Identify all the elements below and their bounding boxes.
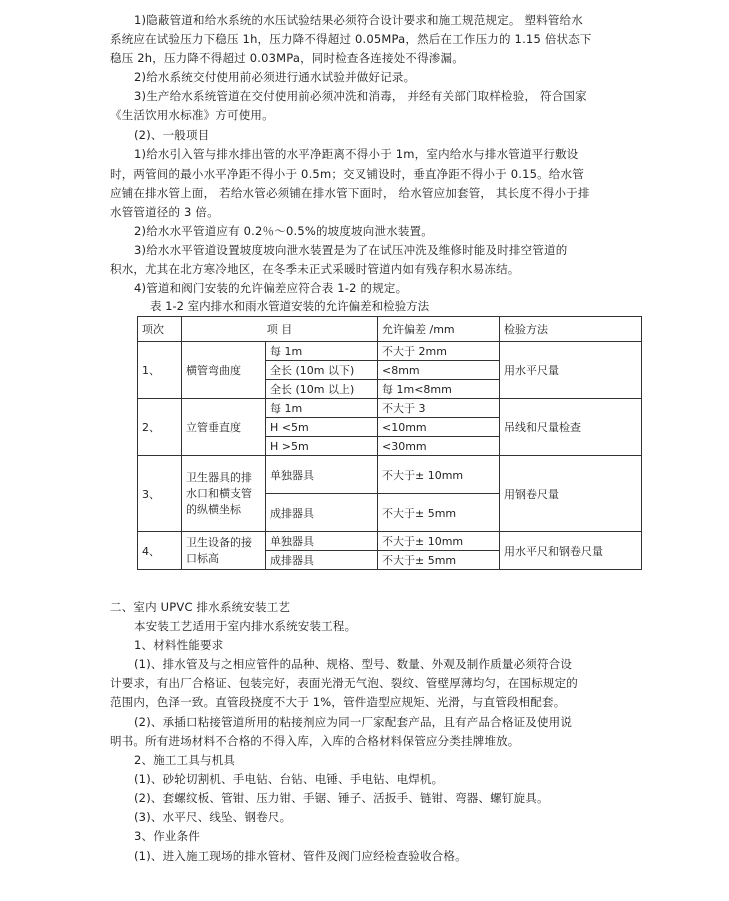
table-header-row	[138, 317, 642, 342]
paragraph-line: 积水，尤其在北方寒冷地区，在冬季未正式采暖时管道内如有残存积水易冻结。	[110, 262, 520, 276]
table-cell: 不大于 2mm	[378, 342, 500, 361]
table-cell: 成排器具	[266, 551, 378, 570]
paragraph-line: 1)给水引入管与排水排出管的水平净距离不得小于 1m，室内给水与排水管道平行敷设	[134, 147, 579, 161]
table-cell: 横管弯曲度	[182, 342, 266, 399]
table-cell: 吊线和尺量检查	[500, 399, 642, 456]
table-cell: <8mm	[378, 361, 500, 380]
table-cell: 立管垂直度	[182, 399, 266, 456]
table-cell: H <5m	[266, 418, 378, 437]
table-cell: H >5m	[266, 437, 378, 456]
paragraph-line: 水管管道径的 3 倍。	[110, 205, 219, 219]
header-cell: 项次	[138, 317, 182, 342]
paragraph-line: 4)管道和阀门安装的允许偏差应符合表 1-2 的规定。	[134, 281, 408, 295]
paragraph-line: (1)、进入施工现场的排水管材、管件及阀门应经检查验收合格。	[134, 849, 467, 863]
header-cell: 允许偏差 /mm	[378, 317, 500, 342]
paragraph-line: (2)、套螺纹板、管钳、压力钳、手锯、锤子、活扳手、链钳、弯器、螺钉旋具。	[134, 791, 549, 805]
paragraph-line: 本安装工艺适用于室内排水系统安装工程。	[134, 619, 357, 633]
paragraph-line: 2)给水系统交付使用前必须进行通水试验并做好记录。	[134, 70, 416, 84]
paragraph-line: 计要求，有出厂合格证、包装完好，表面光滑无气泡、裂纹、管壁厚薄均匀，在国标规定的	[110, 676, 578, 690]
paragraph-line: (3)、水平尺、线坠、钢卷尺。	[134, 810, 292, 824]
subsection-heading: 1、材料性能要求	[134, 638, 224, 652]
table-row	[138, 456, 642, 494]
header-cell: 检验方法	[500, 317, 642, 342]
table-cell: 用水平尺和钢卷尺量	[500, 532, 642, 570]
table-cell: 2、	[138, 399, 182, 456]
tolerance-table	[137, 316, 642, 570]
table-cell: 不大于± 10mm	[378, 532, 500, 551]
paragraph-line: (2)、一般项目	[134, 128, 210, 142]
subsection-heading: 2、施工工具与机具	[134, 753, 236, 767]
table-cell: 用水平尺量	[500, 342, 642, 399]
paragraph-line: 时，两管间的最小水平净距不得小于 0.5m；交叉铺设时，垂直净距不得小于 0.15。给水管	[110, 167, 584, 181]
paragraph-line: (2)、承插口粘接管道所用的粘接剂应为同一厂家配套产品，且有产品合格证及使用说	[134, 715, 573, 729]
table-cell: 1、	[138, 342, 182, 399]
paragraph-line: 2)给水水平管道应有 0.2％～0.5%的坡度坡向泄水装置。	[134, 224, 433, 238]
paragraph-line: 应铺在排水管上面， 若给水管必须铺在排水管下面时， 给水管应加套管， 其长度不得小于排	[110, 186, 590, 200]
table-cell: 不大于± 5mm	[378, 551, 500, 570]
paragraph-line: 稳压 2h，压力降不得超过 0.03MPa，同时检查各连接处不得渗漏。	[110, 51, 464, 65]
paragraph-line: (1)、排水管及与之相应管件的品种、规格、型号、数量、外观及制作质量必须符合设	[134, 657, 573, 671]
table-row	[138, 532, 642, 551]
table-cell: 单独器具	[266, 456, 378, 494]
table-cell: 卫生设备的接口标高	[182, 532, 266, 570]
table-cell: 不大于± 10mm	[378, 456, 500, 494]
table-row	[138, 399, 642, 418]
table-cell: 每 1m	[266, 342, 378, 361]
table-cell: 3、	[138, 456, 182, 532]
table-cell: 全长 (10m 以下)	[266, 361, 378, 380]
table-cell: 每 1m	[266, 399, 378, 418]
paragraph-line: 3)生产给水系统管道在交付使用前必须冲洗和消毒， 并经有关部门取样检验， 符合国家	[134, 89, 587, 103]
table-cell: 全长 (10m 以上)	[266, 380, 378, 399]
header-cell: 项 目	[182, 317, 378, 342]
paragraph-line: 系统应在试验压力下稳压 1h，压力降不得超过 0.05MPa，然后在工作压力的 1.15 倍状态下	[110, 32, 592, 46]
table-cell: 不大于± 5mm	[378, 494, 500, 532]
table-cell: <30mm	[378, 437, 500, 456]
paragraph-line: (1)、砂轮切割机、手电钻、台钻、电锤、手电钻、电焊机。	[134, 772, 444, 786]
table-caption: 表 1-2 室内排水和雨水管道安装的允许偏差和检验方法	[150, 299, 430, 313]
paragraph-line: 《生活饮用水标准》方可使用。	[110, 108, 274, 122]
table-cell: <10mm	[378, 418, 500, 437]
table-cell: 每 1m<8mm	[378, 380, 500, 399]
subsection-heading: 3、作业条件	[134, 829, 201, 843]
table-cell: 单独器具	[266, 532, 378, 551]
table-row	[138, 342, 642, 361]
table-cell: 卫生器具的排水口和横支管的纵横坐标	[182, 456, 266, 532]
paragraph-line: 1)隐蔽管道和给水系统的水压试验结果必须符合设计要求和施工规范规定。 塑料管给水	[134, 13, 583, 27]
section-heading: 二、室内 UPVC 排水系统安装工艺	[110, 600, 291, 614]
paragraph-line: 明书。所有进场材料不合格的不得入库，入库的合格材料保管应分类挂牌堆放。	[110, 734, 520, 748]
table-cell: 成排器具	[266, 494, 378, 532]
paragraph-line: 3)给水水平管道设置坡度坡向泄水装置是为了在试压冲洗及维修时能及时排空管道的	[134, 243, 568, 257]
paragraph-line: 范围内，色泽一致。直管段挠度不大于 1%，管件造型应规矩、光滑，与直管段相配套。	[110, 695, 566, 709]
table-cell: 用钢卷尺量	[500, 456, 642, 532]
table-cell: 4、	[138, 532, 182, 570]
table-cell: 不大于 3	[378, 399, 500, 418]
